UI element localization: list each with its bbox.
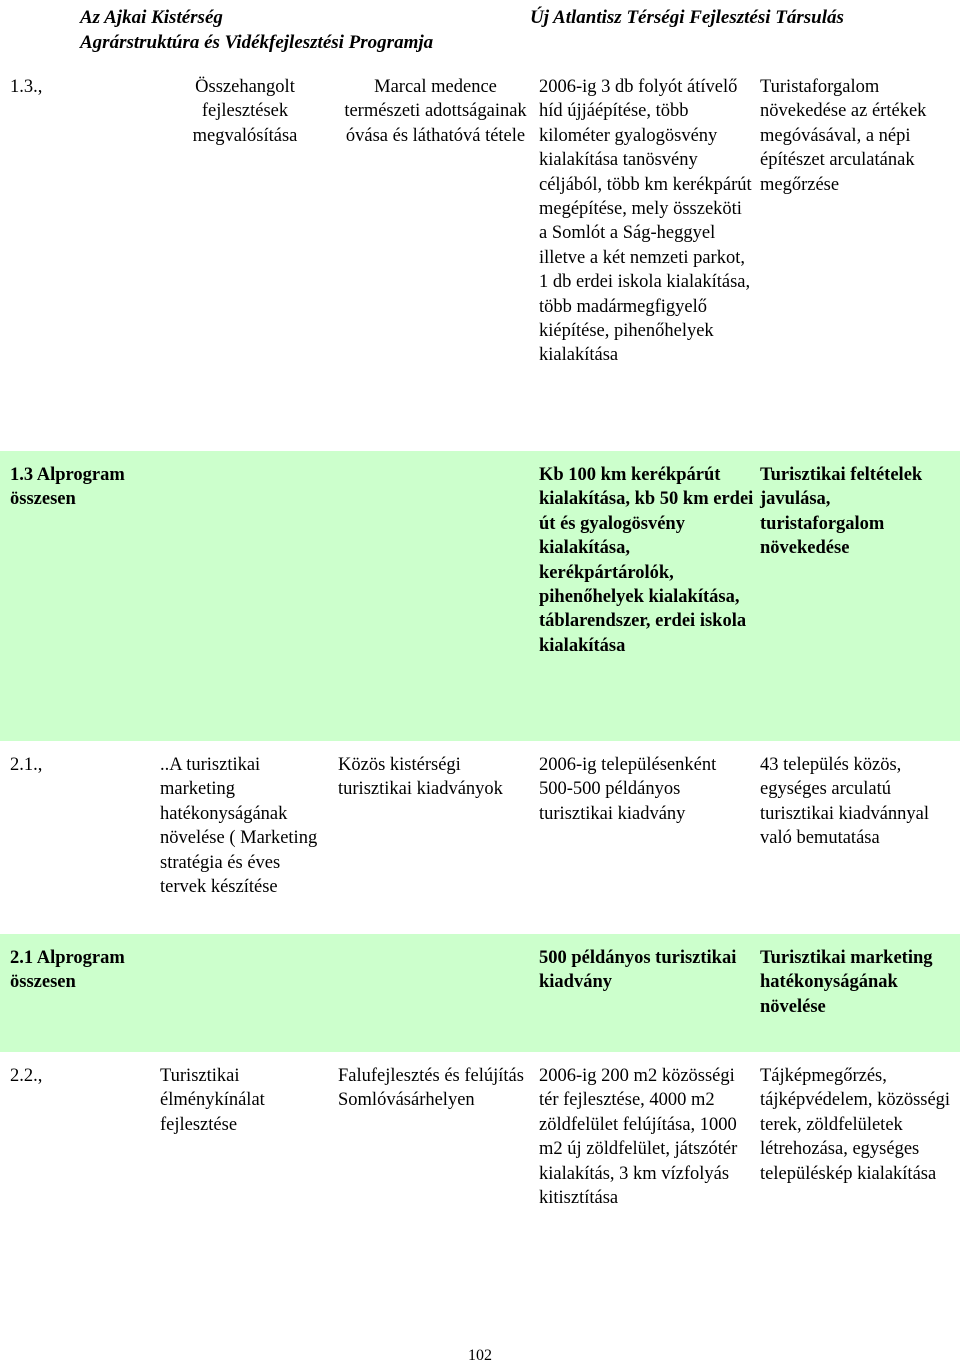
- row-code: 2.2.,: [10, 1066, 43, 1086]
- row-title: Turisztikai élménykínálat fejlesztése: [160, 1066, 265, 1135]
- summary-result: Turisztikai marketing hatékonyságának növelése: [760, 948, 933, 1017]
- table-row: [0, 75, 960, 445]
- row-output: 2006-ig 200 m2 közösségi tér fejlesztése, 4000 m2 zöldfelület felújítása, 1000 m2 új zöldfelület, játszótér kialakítás, 3 km vízfolyás kitisztítása: [539, 1066, 738, 1209]
- table-row-summary: [0, 934, 960, 1052]
- row-result: Turistaforgalom növekedése az értékek megóvásával, a népi építészet arculatának megőrzése: [760, 77, 927, 195]
- row-code: 2.1.,: [10, 755, 43, 775]
- table-row-summary: [0, 451, 960, 741]
- summary-output: Kb 100 km kerékpárút kialakítása, kb 50 km erdei út és gyalogösvény kialakítása, kerékpártárolók, pihenőhelyek kialakítása, táblarendszer, erdei iskola kialakítása: [539, 465, 754, 656]
- summary-output: 500 példányos turisztikai kiadvány: [539, 948, 737, 993]
- header-left-line2: Agrárstruktúra és Vidékfejlesztési Programja: [80, 32, 434, 53]
- summary-label: 2.1 Alprogram összesen: [10, 948, 125, 993]
- row-project: Falufejlesztés és felújítás Somlóvásárhelyen: [338, 1066, 524, 1111]
- row-output: 2006-ig településenként 500-500 példányos turisztikai kiadvány: [539, 755, 717, 824]
- row-result: 43 település közös, egységes arculatú turisztikai kiadvánnyal való bemutatása: [760, 755, 930, 849]
- header-program-title: [80, 5, 500, 55]
- page-number: 102: [468, 1347, 492, 1364]
- row-result: Tájképmegőrzés, tájképvédelem, közösségi terek, zöldfelületek létrehozása, egységes településkép kialakítása: [760, 1066, 951, 1184]
- header-association-title: Új Atlantisz Térségi Fejlesztési Társulás: [530, 7, 844, 28]
- summary-result: Turisztikai feltételek javulása, turistaforgalom növekedése: [760, 465, 923, 559]
- table-row: [0, 1064, 960, 1244]
- table-row: [0, 753, 960, 931]
- row-output: 2006-ig 3 db folyót átívelő híd újjáépítése, több kilométer gyalogösvény kialakítása tanösvény céljából, több km kerékpárút megépítése, mely összeköti a Somlót a Ság-heggyel illetve a két nemzeti parkot, 1 db erdei iskola kialakítása, több madármegfigyelő kiépítése, pihenőhelyek kialakítása: [539, 77, 752, 366]
- row-title: ..A turisztikai marketing hatékonyságának növelése ( Marketing stratégia és éves tervek készítése: [160, 755, 318, 898]
- row-code: 1.3.,: [10, 77, 43, 97]
- row-project: Közös kistérségi turisztikai kiadványok: [338, 755, 503, 800]
- row-project: Marcal medence természeti adottságainak óvása és láthatóvá tétele: [344, 77, 527, 146]
- header-left-line1: Az Ajkai Kistérség: [80, 7, 223, 28]
- summary-label: 1.3 Alprogram összesen: [10, 465, 125, 510]
- row-title: Összehangolt fejlesztések megvalósítása: [192, 77, 298, 146]
